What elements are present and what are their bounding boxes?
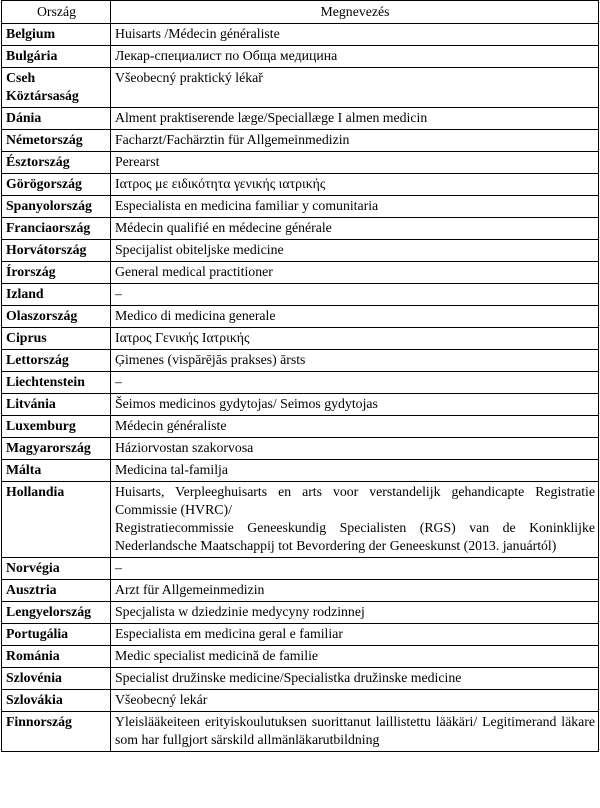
country-cell: Luxemburg [2, 416, 111, 438]
name-cell [111, 108, 599, 130]
country-cell: Bulgária [2, 46, 111, 68]
name-cell [111, 174, 599, 196]
country-cell: Liechtenstein [2, 372, 111, 394]
name-text: Registratiecommissie Geneeskundig Specialisten (RGS) van de Koninklijke Nederlandsche Maatschappij tot Bevordering der Geneeskunst (2013. januártól) [115, 520, 595, 553]
table-row [2, 46, 599, 68]
name-text: Ģimenes (vispārējās prakses) ārsts [115, 352, 306, 367]
name-text: Alment praktiserende læge/Speciallæge I almen medicin [115, 110, 428, 125]
table-row [2, 712, 599, 752]
country-cell: Ciprus [2, 328, 111, 350]
name-cell [111, 196, 599, 218]
country-cell: Portugália [2, 624, 111, 646]
table-row [2, 152, 599, 174]
name-text: Všeobecný lekár [115, 692, 208, 707]
country-cell: Szlovénia [2, 668, 111, 690]
name-cell [111, 416, 599, 438]
name-text: Ιατρος με ειδικότητα γενικής ιατρικής [115, 176, 326, 191]
header-country: Ország [2, 1, 111, 24]
name-text: Šeimos medicinos gydytojas/ Seimos gydytojas [115, 396, 378, 411]
header-name: Megnevezés [111, 1, 599, 24]
name-cell [111, 690, 599, 712]
table-row [2, 482, 599, 558]
table-body [2, 24, 599, 752]
name-cell [111, 284, 599, 306]
country-cell: Németország [2, 130, 111, 152]
table-row [2, 196, 599, 218]
name-text: – [115, 286, 122, 301]
table-row [2, 602, 599, 624]
table-row [2, 668, 599, 690]
document-table [1, 0, 599, 752]
table-row [2, 350, 599, 372]
name-text: Medic specialist medicină de familie [115, 648, 319, 663]
table-row [2, 460, 599, 482]
table-row [2, 416, 599, 438]
name-text: Especialista en medicina familiar y comunitaria [115, 198, 379, 213]
name-cell [111, 624, 599, 646]
country-cell: Izland [2, 284, 111, 306]
country-cell: Románia [2, 646, 111, 668]
name-text: Specijalist obiteljske medicine [115, 242, 284, 257]
name-text: Medicina tal-familja [115, 462, 229, 477]
table-row [2, 580, 599, 602]
table-row [2, 24, 599, 46]
name-text: Médecin qualifié en médecine générale [115, 220, 332, 235]
name-text: Huisarts, Verpleeghuisarts en arts voor verstandelijk gehandicapte Registratie Commissie (HVRC)/ [115, 484, 595, 517]
table-row [2, 284, 599, 306]
country-cell: Magyarország [2, 438, 111, 460]
country-cell: Belgium [2, 24, 111, 46]
country-cell: Horvátország [2, 240, 111, 262]
country-cell: Olaszország [2, 306, 111, 328]
name-text: – [115, 560, 122, 575]
name-cell [111, 46, 599, 68]
table-row [2, 130, 599, 152]
name-text: Huisarts /Médecin généraliste [115, 26, 280, 41]
name-cell [111, 306, 599, 328]
name-text: Perearst [115, 154, 160, 169]
name-text: Médecin généraliste [115, 418, 227, 433]
country-cell: Norvégia [2, 558, 111, 580]
country-cell: Málta [2, 460, 111, 482]
country-cell: Dánia [2, 108, 111, 130]
name-cell [111, 328, 599, 350]
name-cell [111, 580, 599, 602]
name-cell [111, 558, 599, 580]
table-row [2, 218, 599, 240]
name-text: Všeobecný praktický lékař [115, 70, 263, 85]
country-cell: Görögország [2, 174, 111, 196]
name-cell [111, 350, 599, 372]
country-cell: Hollandia [2, 482, 111, 558]
name-cell [111, 712, 599, 752]
name-cell [111, 602, 599, 624]
country-cell: Franciaország [2, 218, 111, 240]
name-text: General medical practitioner [115, 264, 273, 279]
name-text: Arzt für Allgemeinmedizin [115, 582, 265, 597]
name-text: Háziorvostan szakorvosa [115, 440, 254, 455]
name-text: Medico di medicina generale [115, 308, 276, 323]
country-cell: Ausztria [2, 580, 111, 602]
name-cell [111, 130, 599, 152]
name-text: Facharzt/Fachärztin für Allgemeinmedizin [115, 132, 350, 147]
name-cell [111, 152, 599, 174]
name-cell [111, 646, 599, 668]
country-cell: Litvánia [2, 394, 111, 416]
country-cell: Észtország [2, 152, 111, 174]
table-row [2, 690, 599, 712]
table-row [2, 306, 599, 328]
country-cell: Lengyelország [2, 602, 111, 624]
name-cell [111, 372, 599, 394]
table-row [2, 68, 599, 108]
name-text: Лекар-специалист по Обща медицина [115, 48, 338, 63]
name-cell [111, 262, 599, 284]
table-row [2, 108, 599, 130]
table-row [2, 372, 599, 394]
table-row [2, 174, 599, 196]
name-cell [111, 668, 599, 690]
table-row [2, 558, 599, 580]
table-row [2, 438, 599, 460]
table-row [2, 646, 599, 668]
name-cell [111, 394, 599, 416]
name-cell [111, 240, 599, 262]
table-header-row [2, 1, 599, 24]
name-text: Specialist družinske medicine/Specialistka družinske medicine [115, 670, 462, 685]
country-cell: Cseh Köztársaság [2, 68, 111, 108]
country-cell: Írország [2, 262, 111, 284]
country-cell: Lettország [2, 350, 111, 372]
table-row [2, 262, 599, 284]
table-row [2, 240, 599, 262]
table-row [2, 328, 599, 350]
name-text: Specjalista w dziedzinie medycyny rodzinnej [115, 604, 365, 619]
country-cell: Szlovákia [2, 690, 111, 712]
name-text: – [115, 374, 122, 389]
country-cell: Spanyolország [2, 196, 111, 218]
name-text: Ιατρος Γενικής Ιατρικής [115, 330, 250, 345]
name-cell [111, 68, 599, 108]
name-text: Especialista em medicina geral e familiar [115, 626, 343, 641]
name-text: Yleislääkeiteen erityiskoulutuksen suorittanut laillistettu lääkäri/ Legitimerand läkare som har fullgjort särskild allmänläkarutbildning [115, 714, 595, 747]
country-cell: Finnország [2, 712, 111, 752]
name-cell [111, 482, 599, 558]
name-cell [111, 24, 599, 46]
name-cell [111, 460, 599, 482]
table-row [2, 624, 599, 646]
name-cell [111, 218, 599, 240]
table-row [2, 394, 599, 416]
name-cell [111, 438, 599, 460]
